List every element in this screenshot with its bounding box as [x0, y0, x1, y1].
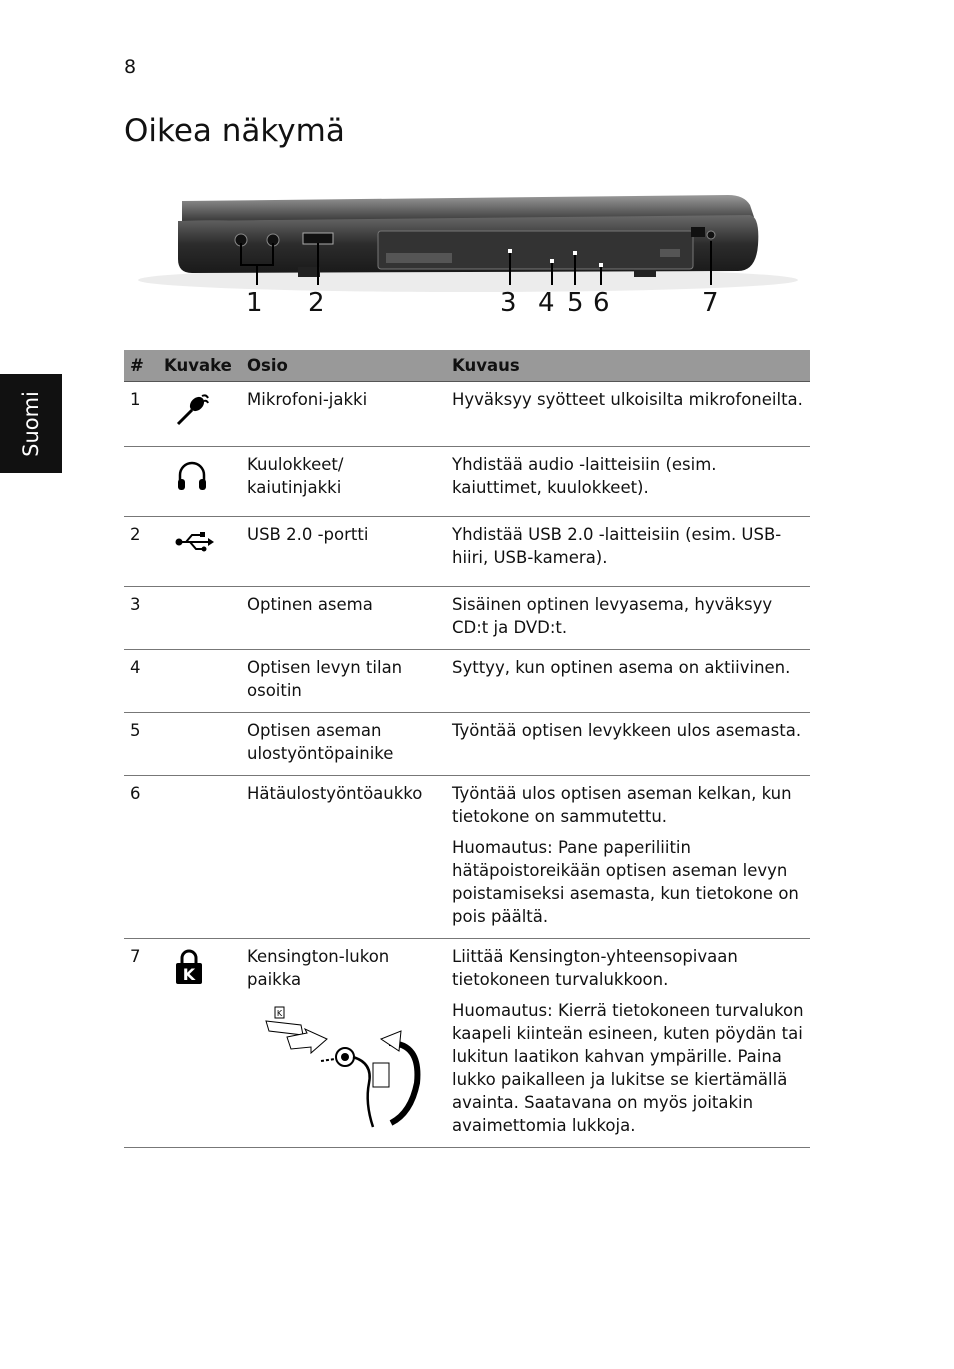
row-note — [452, 999, 804, 1137]
row-description: Sisäinen optinen levyasema, hyväksyy CD:t ja DVD:t. — [446, 587, 810, 650]
row-note — [452, 836, 804, 928]
callout-1: 1 — [246, 288, 263, 318]
row-part: Hätäulostyöntöaukko — [241, 776, 446, 939]
header-icon: Kuvake — [158, 350, 241, 382]
note-label: Huomautus: — [452, 1001, 553, 1020]
row-part: Mikrofoni-jakki — [241, 382, 446, 447]
callout-2: 2 — [308, 288, 325, 318]
callout-3: 3 — [500, 288, 517, 318]
microphone-icon — [174, 392, 210, 428]
table-row — [124, 650, 810, 713]
row-number: 1 — [124, 382, 158, 447]
callout-7: 7 — [702, 288, 719, 318]
row-part: USB 2.0 -portti — [241, 517, 446, 587]
row-description: Työntää optisen levykkeen ulos asemasta. — [446, 713, 810, 776]
language-tab-label: Suomi — [19, 390, 43, 457]
usb-icon — [174, 527, 214, 557]
row-number: 6 — [124, 776, 158, 939]
laptop-right-side-illustration — [138, 185, 798, 325]
row-number: 3 — [124, 587, 158, 650]
row-number: 2 — [124, 517, 158, 587]
table-row — [124, 447, 810, 517]
header-part: Osio — [241, 350, 446, 382]
kensington-lock-diagram — [261, 1003, 421, 1133]
row-part: Optinen asema — [241, 587, 446, 650]
table-row — [124, 382, 810, 447]
table-row — [124, 776, 810, 939]
svg-text:K: K — [276, 1009, 283, 1018]
row-description: Syttyy, kun optinen asema on aktiivinen. — [446, 650, 810, 713]
row-description: Hyväksyy syötteet ulkoisilta mikrofoneilta. — [446, 382, 810, 447]
page-title: Oikea näkymä — [124, 113, 345, 149]
callout-4: 4 — [538, 288, 555, 318]
callout-5: 5 — [567, 288, 584, 318]
row-description: Yhdistää USB 2.0 -laitteisiin (esim. USB-hiiri, USB-kamera). — [446, 517, 810, 587]
row-part: Kuulokkeet/ kaiutinjakki — [241, 447, 446, 517]
page-number: 8 — [124, 56, 137, 78]
headphones-icon — [174, 457, 210, 493]
row-part: Optisen levyn tilan osoitin — [241, 650, 446, 713]
header-description: Kuvaus — [446, 350, 810, 382]
note-text: Pane paperiliitin hätäpoistoreikään optisen aseman levyn poistamiseksi asemasta, kun tietokone on pois päältä. — [452, 838, 799, 926]
kensington-lock-icon — [174, 949, 204, 985]
header-number: # — [124, 350, 158, 382]
row-number: 4 — [124, 650, 158, 713]
note-text: Kierrä tietokoneen turvalukon kaapeli kiinteän esineen, kuten pöydän tai lukitun laatikon kahvan ympärille. Paina lukko paikalleen ja lukitse se kiertämällä avainta. Saatavana on myös joitakin avaimettomia lukkoja. — [452, 1001, 804, 1135]
row-description: Liittää Kensington-yhteensopivaan tietokoneen turvalukkoon. — [452, 947, 738, 989]
row-number: 5 — [124, 713, 158, 776]
callout-6: 6 — [593, 288, 610, 318]
table-row — [124, 713, 810, 776]
table-header-row — [124, 350, 810, 382]
row-description: Työntää ulos optisen aseman kelkan, kun tietokone on sammutettu. — [452, 784, 792, 826]
row-part: Kensington-lukon paikka — [247, 947, 390, 989]
note-label: Huomautus: — [452, 838, 553, 857]
ports-table — [124, 350, 810, 1148]
row-number — [124, 447, 158, 517]
table-row — [124, 587, 810, 650]
row-description: Yhdistää audio -laitteisiin (esim. kaiuttimet, kuulokkeet). — [446, 447, 810, 517]
table-row — [124, 517, 810, 587]
row-number: 7 — [124, 939, 158, 1148]
table-row — [124, 939, 810, 1148]
language-tab — [0, 374, 62, 473]
row-part: Optisen aseman ulostyöntöpainike — [241, 713, 446, 776]
svg-text:K: K — [182, 965, 196, 984]
